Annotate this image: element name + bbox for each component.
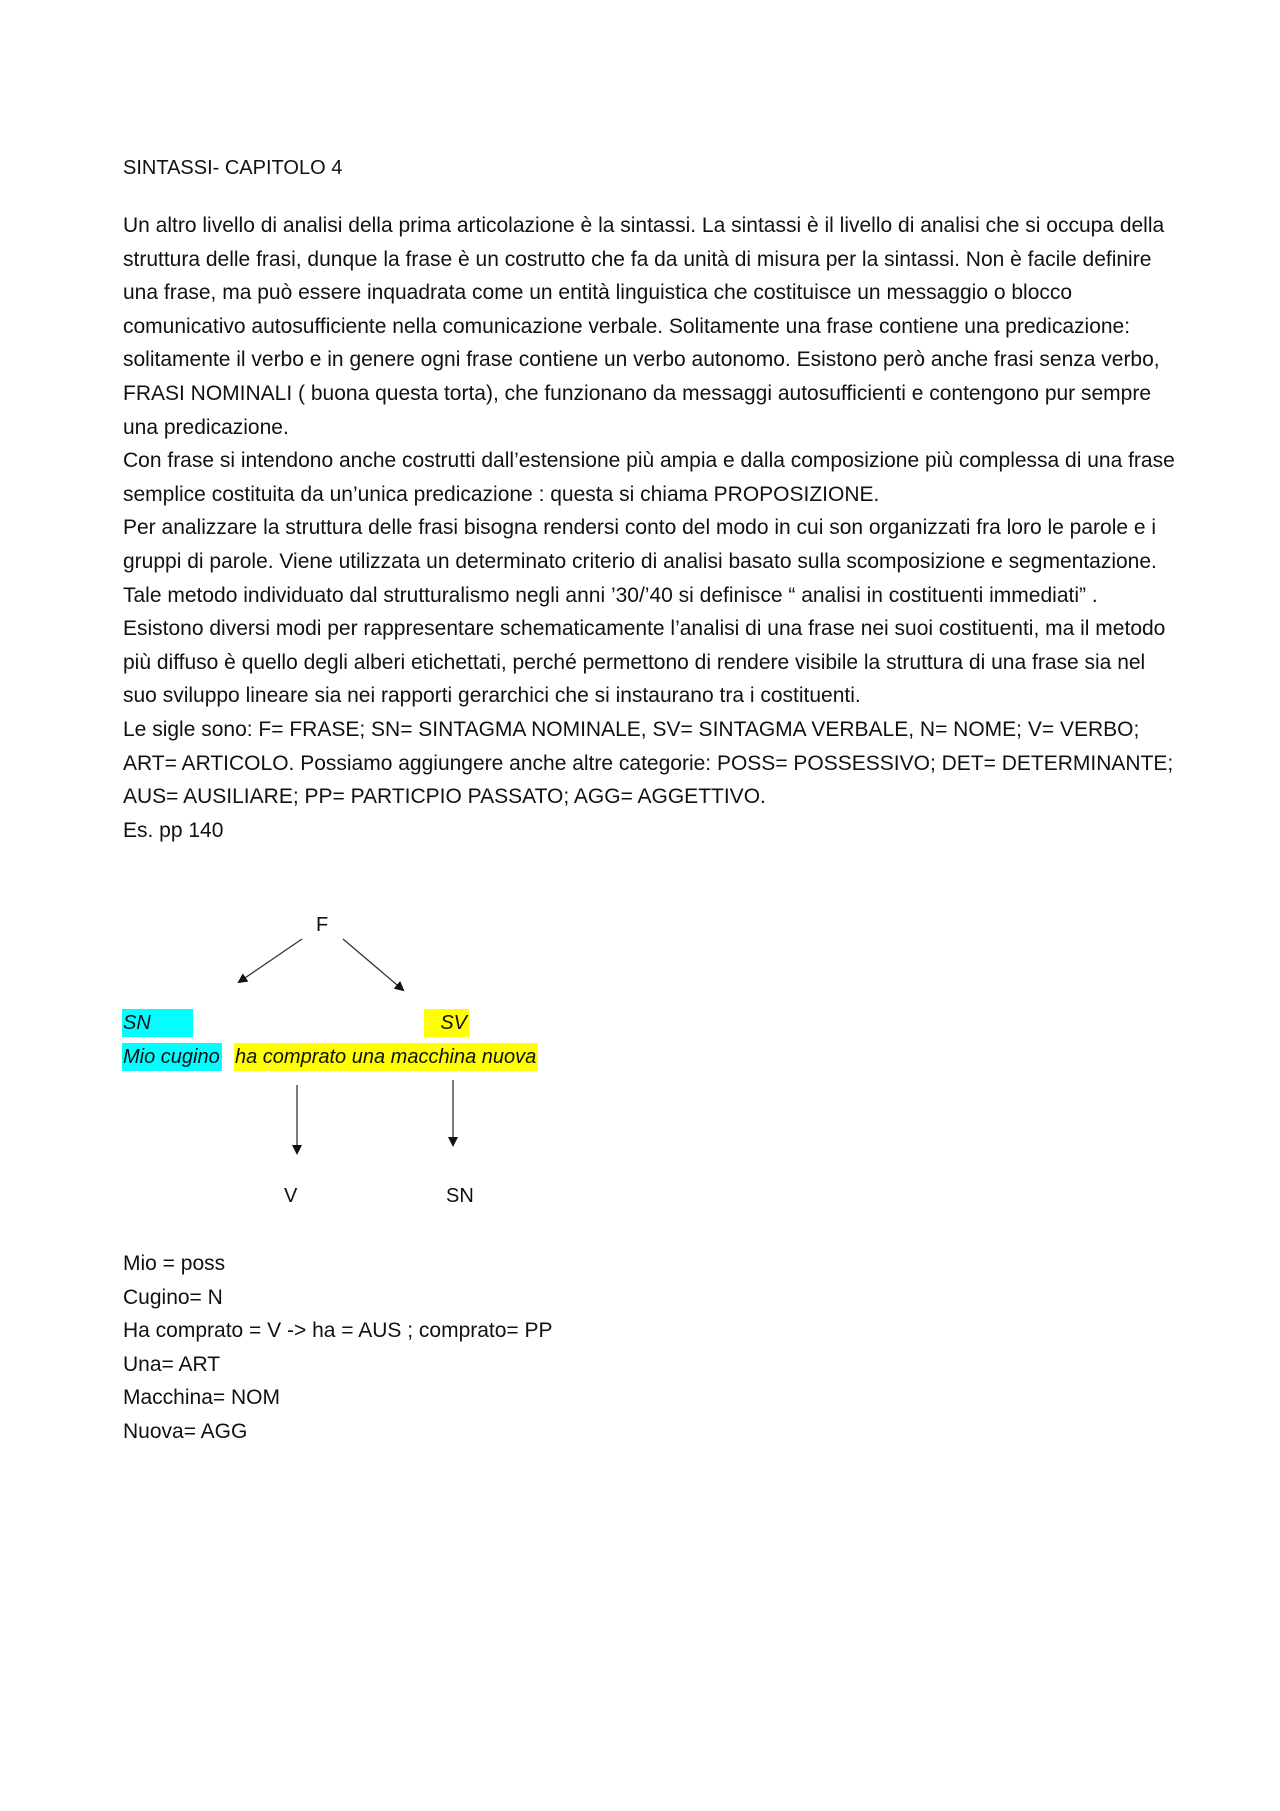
tree-sv-label: SV	[424, 1009, 469, 1037]
page-title: SINTASSI- CAPITOLO 4	[123, 157, 343, 179]
glossary-item: Mio = poss	[123, 1252, 226, 1275]
paragraph: Un altro livello di analisi della prima articolazione è la sintassi. La sintassi è il livello di analisi che si occupa della struttura delle frasi, dunque la frase è un costrutto che fa da unità di misura per la sintassi. Non è facile definire una frase, ma può essere inquadrata come un entità linguistica che costituisce un messaggio o blocco comunicativo autosufficiente nella comunicazione verbale. Solitamente una frase contiene una predicazione: solitamente il verbo e in genere ogni frase contiene un verbo autonomo. Esistono però anche frasi senza verbo, FRASI NOMINALI ( buona questa torta), che funzionano da messaggi autosufficienti e contengono pur sempre una predicazione.	[123, 214, 1165, 439]
glossary-item: Ha comprato = V -> ha = AUS ; comprato= PP	[123, 1319, 553, 1343]
paragraph: Per analizzare la struttura delle frasi bisogna rendersi conto del modo in cui son organizzati fra loro le parole e i gruppi di parole. Viene utilizzata un determinato criterio di analisi basato sulla scomposizione e segmentazione. Tale metodo individuato dal strutturalismo negli anni ’30/’40 si definisce “ analisi in costituenti immediati” . Esistono diversi modi per rappresentare schematicamente l’analisi di una frase nei suoi costituenti, ma il metodo più diffuso è quello degli alberi etichettati, perché permettono di rendere visibile la struttura di una frase sia nel suo sviluppo lineare sia nei rapporti gerarchici che si instaurano tra i costituenti.	[123, 516, 1166, 708]
glossary	[123, 1247, 553, 1449]
body-text	[123, 209, 1183, 847]
tree-root-f: F	[316, 914, 329, 936]
arrow-f-to-sn	[239, 939, 302, 982]
glossary-item: Cugino= N	[123, 1285, 223, 1309]
paragraph: Con frase si intendono anche costrutti dall’estensione più ampia e dalla composizione più complessa di una frase semplice costituita da un’unica predicazione : questa si chiama PROPOSIZIONE.	[123, 449, 1175, 506]
tree-sv-phrase: ha comprato una macchina nuova	[234, 1043, 538, 1071]
tree-sn-label: SN	[122, 1009, 193, 1037]
paragraph: Es. pp 140	[123, 818, 224, 842]
glossary-item: Nuova= AGG	[123, 1419, 248, 1443]
tree-sn-phrase: Mio cugino	[122, 1043, 222, 1071]
glossary-item: Una= ART	[123, 1352, 221, 1376]
tree-v-label: V	[284, 1185, 298, 1207]
arrow-f-to-sv	[343, 939, 403, 990]
paragraph: Le sigle sono: F= FRASE; SN= SINTAGMA NOMINALE, SV= SINTAGMA VERBALE, N= NOME; V= VERBO; ART= ARTICOLO. Possiamo aggiungere anche altre categorie: POSS= POSSESSIVO; DET= DETERMINANTE; AUS= AUSILIARE; PP= PARTICPIO PASSATO; AGG= AGGETTIVO.	[123, 717, 1174, 809]
tree-sn2-label: SN	[446, 1185, 474, 1207]
glossary-item: Macchina= NOM	[123, 1386, 280, 1410]
